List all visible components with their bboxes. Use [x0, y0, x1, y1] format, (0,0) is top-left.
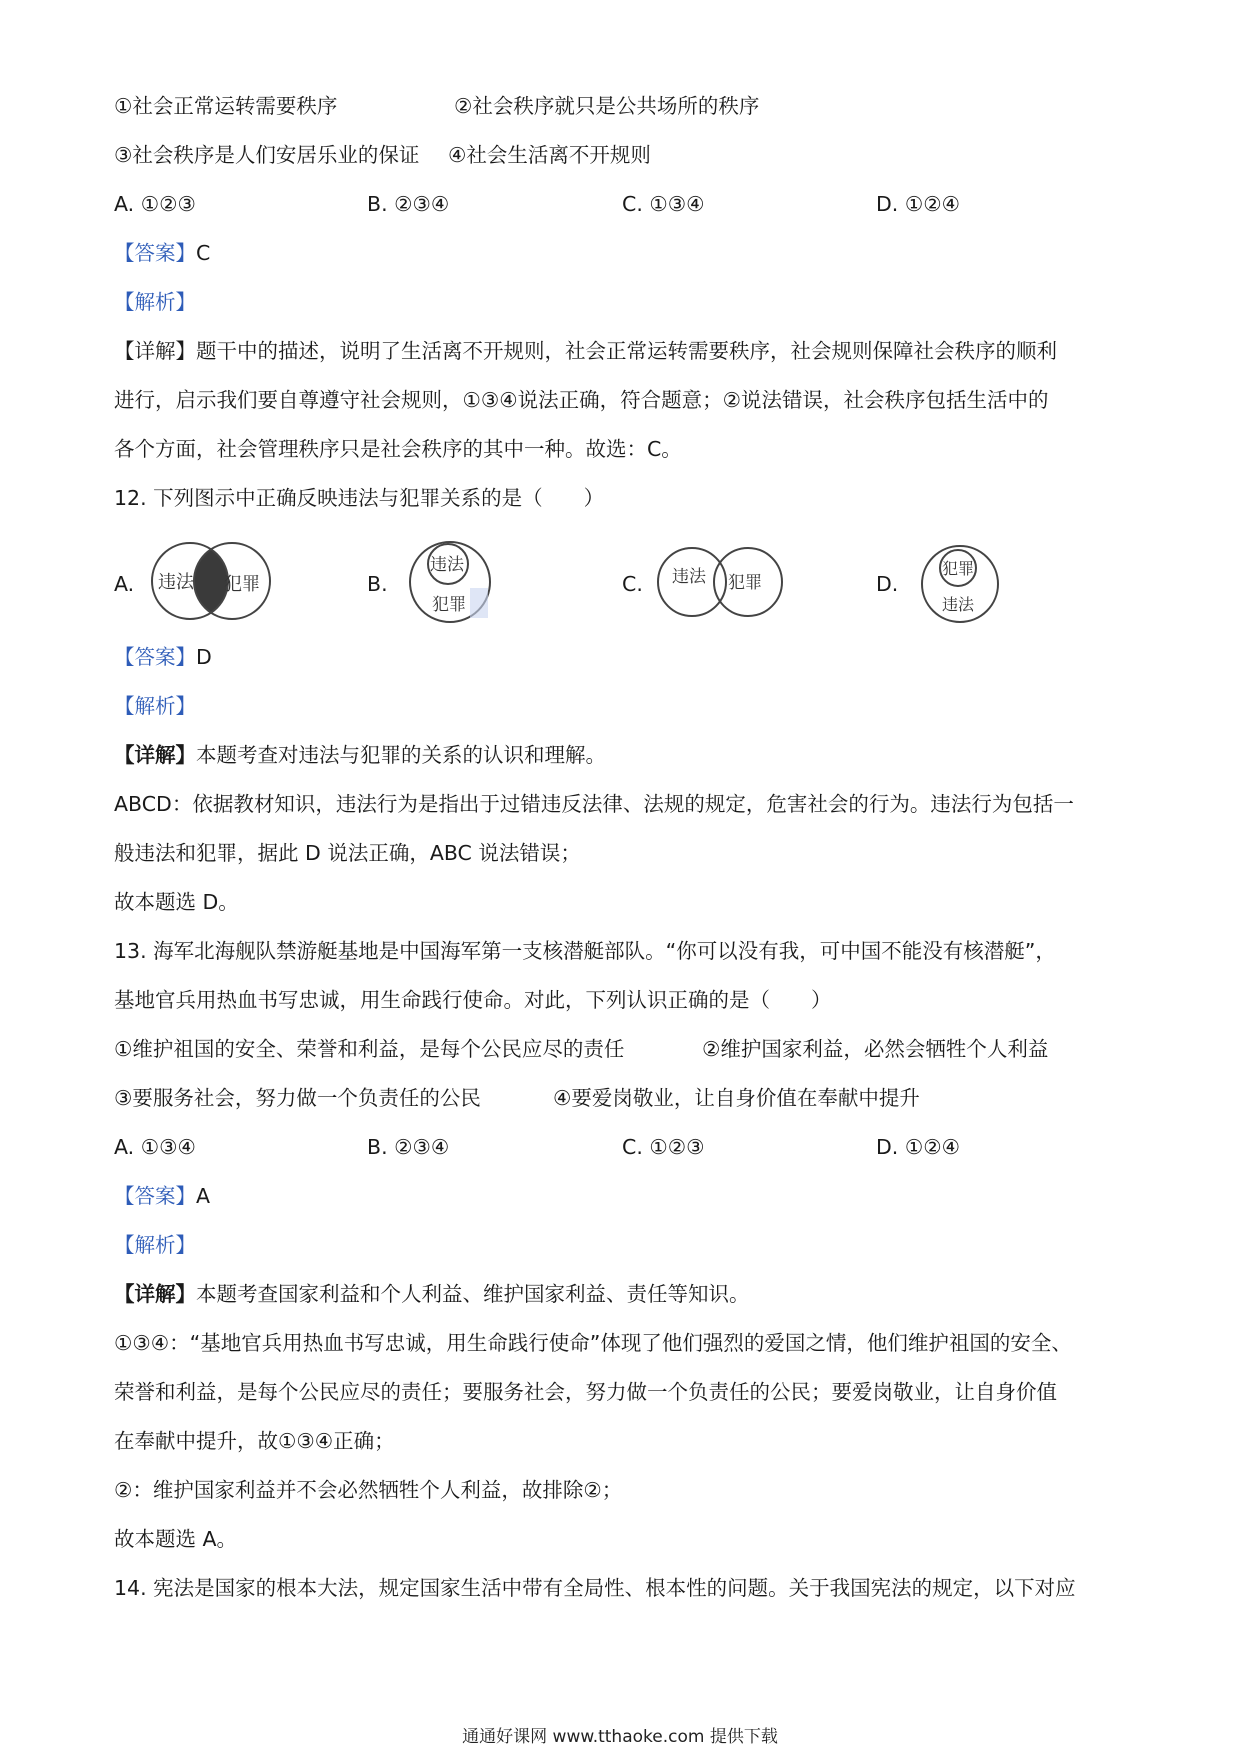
diagram-label-2: 犯罪 — [432, 595, 466, 615]
q12-option-c-label: C. — [622, 572, 643, 596]
q13-statement-2: ②维护国家利益，必然会牺牲个人利益 — [702, 1037, 1049, 1061]
detail-tag: 【详解】 — [114, 339, 196, 363]
answer-value: A — [196, 1184, 211, 1208]
q13-option-b: B. ②③④ — [367, 1135, 450, 1159]
answer-value: D — [196, 645, 212, 669]
q12-option-b-diagram — [404, 532, 500, 626]
q13-detail-6: 故本题选 A。 — [114, 1527, 238, 1551]
detail-tag: 【详解】 — [114, 743, 196, 767]
q11-option-b: B. ②③④ — [367, 192, 450, 216]
q12-detail-4: 故本题选 D。 — [114, 890, 239, 914]
diagram-label-2: 犯罪 — [224, 574, 260, 595]
q11-detail-3: 各个方面，社会管理秩序只是社会秩序的其中一种。故选：C。 — [114, 437, 682, 461]
q12-detail-1 — [114, 741, 606, 769]
q12-option-a-diagram — [150, 538, 272, 624]
q11-statement-4: ④社会生活离不开规则 — [448, 143, 651, 167]
q13-statement-1: ①维护祖国的安全、荣誉和利益，是每个公民应尽的责任 — [114, 1037, 625, 1061]
q13-statement-4: ④要爱岗敬业，让自身价值在奉献中提升 — [553, 1086, 920, 1110]
q12-option-d-label: D. — [876, 572, 899, 596]
q13-option-a: A. ①③④ — [114, 1135, 196, 1159]
answer-tag: 【答案】 — [114, 1184, 196, 1208]
watermark-mark — [470, 588, 488, 618]
diagram-label-1: 违法 — [158, 572, 194, 593]
q13-answer — [114, 1182, 210, 1210]
q13-analysis-tag: 【解析】 — [114, 1233, 196, 1257]
q13-detail-1 — [114, 1280, 750, 1308]
q12-detail-3: 般违法和犯罪，据此 D 说法正确，ABC 说法错误； — [114, 841, 581, 865]
q12-option-a-label: A. — [114, 572, 135, 596]
page-footer: 通通好课网 www.tthaoke.com 提供下载 — [462, 1727, 778, 1747]
detail-text: 本题考查对违法与犯罪的关系的认识和理解。 — [196, 743, 606, 767]
q11-option-d: D. ①②④ — [876, 192, 960, 216]
q11-answer — [114, 239, 210, 267]
q13-detail-2: ①③④：“基地官兵用热血书写忠诚，用生命践行使命”体现了他们强烈的爱国之情，他们维护祖国的安全、 — [114, 1331, 1072, 1355]
q11-statement-2: ②社会秩序就只是公共场所的秩序 — [454, 94, 760, 118]
answer-tag: 【答案】 — [114, 645, 196, 669]
q13-statement-3: ③要服务社会，努力做一个负责任的公民 — [114, 1086, 481, 1110]
detail-text: 题干中的描述，说明了生活离不开规则，社会正常运转需要秩序，社会规则保障社会秩序的顺利 — [196, 339, 1057, 363]
diagram-label-1: 犯罪 — [942, 559, 975, 578]
q11-option-a: A. ①②③ — [114, 192, 196, 216]
q11-detail-2: 进行，启示我们要自尊遵守社会规则，①③④说法正确，符合题意；②说法错误，社会秩序包括生活中的 — [114, 388, 1049, 412]
q11-option-c: C. ①③④ — [622, 192, 705, 216]
q13-detail-4: 在奉献中提升，故①③④正确； — [114, 1429, 395, 1453]
q12-option-d-diagram — [918, 540, 1006, 626]
q12-analysis-tag: 【解析】 — [114, 694, 196, 718]
q13-option-d: D. ①②④ — [876, 1135, 960, 1159]
q13-question-1: 13. 海军北海舰队禁游艇基地是中国海军第一支核潜艇部队。“你可以没有我，可中国不能没有核潜艇”， — [114, 939, 1056, 963]
q12-answer — [114, 643, 212, 671]
q14-question: 14. 宪法是国家的根本大法，规定国家生活中带有全局性、根本性的问题。关于我国宪法的规定，以下对应 — [114, 1576, 1076, 1600]
diagram-label-2: 犯罪 — [728, 573, 762, 593]
q13-option-c: C. ①②③ — [622, 1135, 705, 1159]
q13-detail-3: 荣誉和利益，是每个公民应尽的责任；要服务社会，努力做一个负责任的公民；要爱岗敬业，让自身价值 — [114, 1380, 1057, 1404]
diagram-label-1: 违法 — [430, 555, 464, 575]
answer-value: C — [196, 241, 211, 265]
q12-question: 12. 下列图示中正确反映违法与犯罪关系的是（ ） — [114, 486, 605, 510]
detail-tag: 【详解】 — [114, 1282, 196, 1306]
q12-option-c-diagram — [656, 536, 784, 626]
diagram-label-2: 违法 — [942, 595, 975, 614]
q11-statement-1: ①社会正常运转需要秩序 — [114, 94, 338, 118]
q11-analysis-tag: 【解析】 — [114, 290, 196, 314]
q13-question-2: 基地官兵用热血书写忠诚，用生命践行使命。对此，下列认识正确的是（ ） — [114, 988, 832, 1012]
q11-statement-3: ③社会秩序是人们安居乐业的保证 — [114, 143, 420, 167]
diagram-label-1: 违法 — [672, 567, 706, 587]
q12-option-b-label: B. — [367, 572, 388, 596]
q12-detail-2: ABCD：依据教材知识，违法行为是指出于过错违反法律、法规的规定，危害社会的行为。违法行为包括一 — [114, 792, 1074, 816]
q13-detail-5: ②：维护国家利益并不会必然牺牲个人利益，故排除②； — [114, 1478, 623, 1502]
answer-tag: 【答案】 — [114, 241, 196, 265]
detail-text: 本题考查国家利益和个人利益、维护国家利益、责任等知识。 — [196, 1282, 750, 1306]
q11-detail-1 — [114, 337, 1057, 365]
